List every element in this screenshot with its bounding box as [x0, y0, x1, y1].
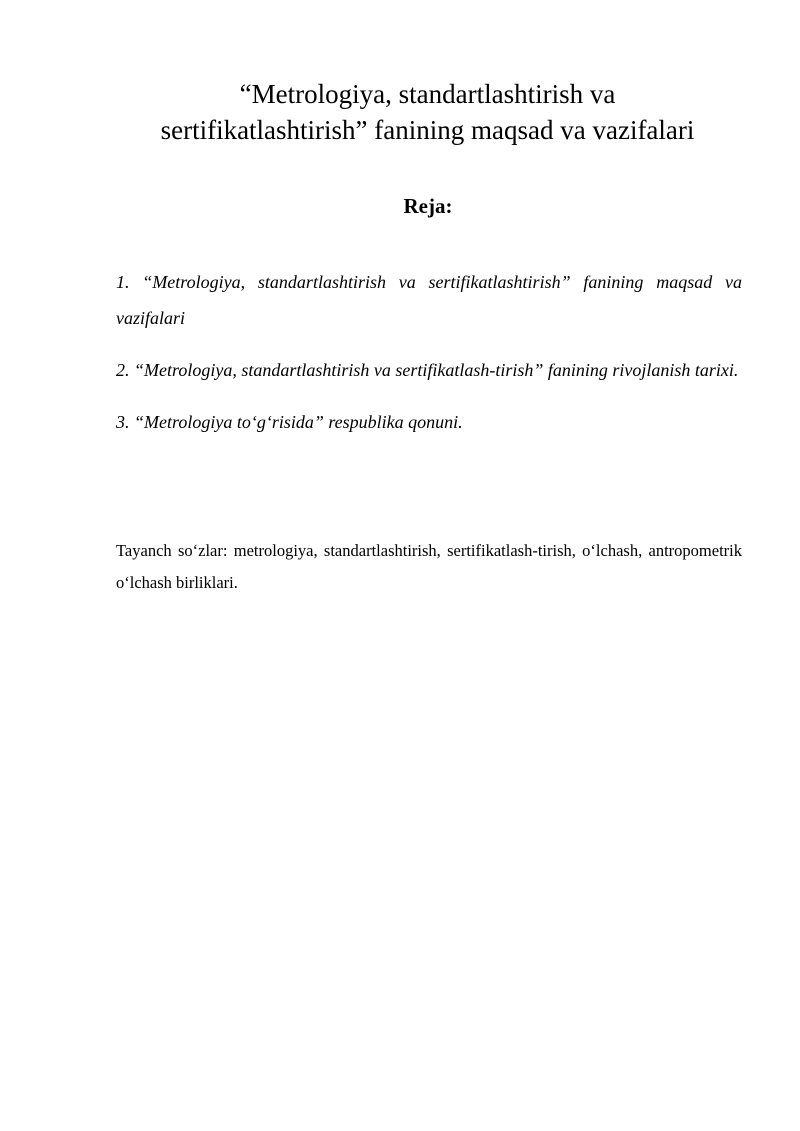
plan-item-3: 3. “Metrologiya to‘g‘risida” respublika qonuni.	[116, 412, 463, 432]
title-line-1: “Metrologiya, standartlashtirish va	[239, 79, 616, 109]
plan-item-2: 2. “Metrologiya, standartlashtirish va sertifikatlash-tirish” fanining rivojlanish tarixi.	[116, 360, 739, 380]
plan-heading: Reja:	[403, 194, 453, 218]
keywords-paragraph: Tayanch so‘zlar: metrologiya, standartlashtirish, sertifikatlash-tirish, o‘lchash, antropometrik o‘lchash birliklari.	[116, 541, 742, 592]
plan-item-1: 1. “Metrologiya, standartlashtirish va sertifikatlashtirish” fanining maqsad va vazifalari	[116, 272, 742, 328]
document-title	[100, 76, 755, 148]
title-line-2: sertifikatlashtirish” fanining maqsad va vazifalari	[160, 115, 695, 145]
plan-list	[116, 264, 742, 456]
